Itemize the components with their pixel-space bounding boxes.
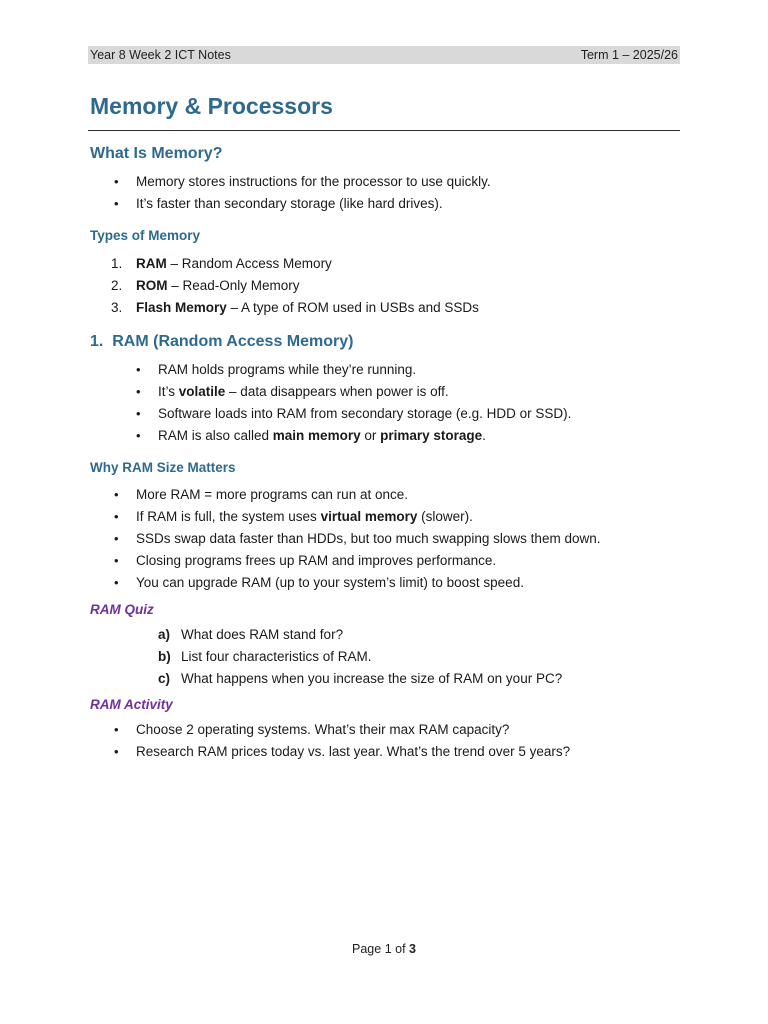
footer-page-word: Page xyxy=(352,942,382,956)
list-item: • It’s volatile – data disappears when power is off. xyxy=(158,381,571,403)
ram-list xyxy=(158,359,571,447)
header-right-text: Term 1 – 2025/26 xyxy=(580,48,678,62)
list-item: • Research RAM prices today vs. last year. What’s the trend over 5 years? xyxy=(136,741,570,763)
footer-page-total: 3 xyxy=(409,942,416,956)
heading-ram-activity: RAM Activity xyxy=(90,697,173,712)
footer-page-number: 1 xyxy=(384,942,392,956)
page-footer xyxy=(0,942,768,956)
header-left-text: Year 8 Week 2 ICT Notes xyxy=(90,48,231,62)
list-item: • If RAM is full, the system uses virtual memory (slower). xyxy=(136,506,600,528)
list-item: • SSDs swap data faster than HDDs, but too much swapping slows them down. xyxy=(136,528,600,550)
list-item: 1. RAM – Random Access Memory xyxy=(111,256,332,271)
list-item: a) What does RAM stand for? xyxy=(158,627,344,642)
heading-ram-quiz: RAM Quiz xyxy=(90,602,154,617)
types-of-memory-list xyxy=(111,253,479,319)
page-header xyxy=(88,46,680,64)
page-title: Memory & Processors xyxy=(90,93,333,119)
heading-ram-section: 1. RAM (Random Access Memory) xyxy=(90,333,354,350)
list-item: c) What happens when you increase the size of RAM on your PC? xyxy=(158,671,563,686)
title-divider xyxy=(88,130,680,131)
list-item: • RAM is also called main memory or primary storage. xyxy=(158,425,571,447)
heading-types-of-memory: Types of Memory xyxy=(90,228,201,243)
list-item: • Software loads into RAM from secondary storage (e.g. HDD or SSD). xyxy=(158,403,571,425)
list-item: 2. ROM – Read-Only Memory xyxy=(111,278,300,293)
list-item: • You can upgrade RAM (up to your system’s limit) to boost speed. xyxy=(136,572,600,594)
list-item: • Memory stores instructions for the processor to use quickly. xyxy=(136,171,491,193)
list-item: • More RAM = more programs can run at once. xyxy=(136,484,600,506)
list-item: 3. Flash Memory – A type of ROM used in USBs and SSDs xyxy=(111,300,479,315)
heading-what-is-memory: What Is Memory? xyxy=(90,145,223,162)
footer-of-word: of xyxy=(395,942,406,956)
list-item: • Choose 2 operating systems. What’s their max RAM capacity? xyxy=(136,719,570,741)
list-item: • Closing programs frees up RAM and improves performance. xyxy=(136,550,600,572)
list-item: • It’s faster than secondary storage (like hard drives). xyxy=(136,193,491,215)
list-item: b) List four characteristics of RAM. xyxy=(158,649,372,664)
what-is-memory-list xyxy=(136,171,491,215)
why-ram-list xyxy=(136,484,600,594)
heading-why-ram-size: Why RAM Size Matters xyxy=(90,460,236,475)
ram-activity-list xyxy=(136,719,570,763)
ram-quiz-list xyxy=(158,624,563,690)
list-item: • RAM holds programs while they’re running. xyxy=(158,359,571,381)
